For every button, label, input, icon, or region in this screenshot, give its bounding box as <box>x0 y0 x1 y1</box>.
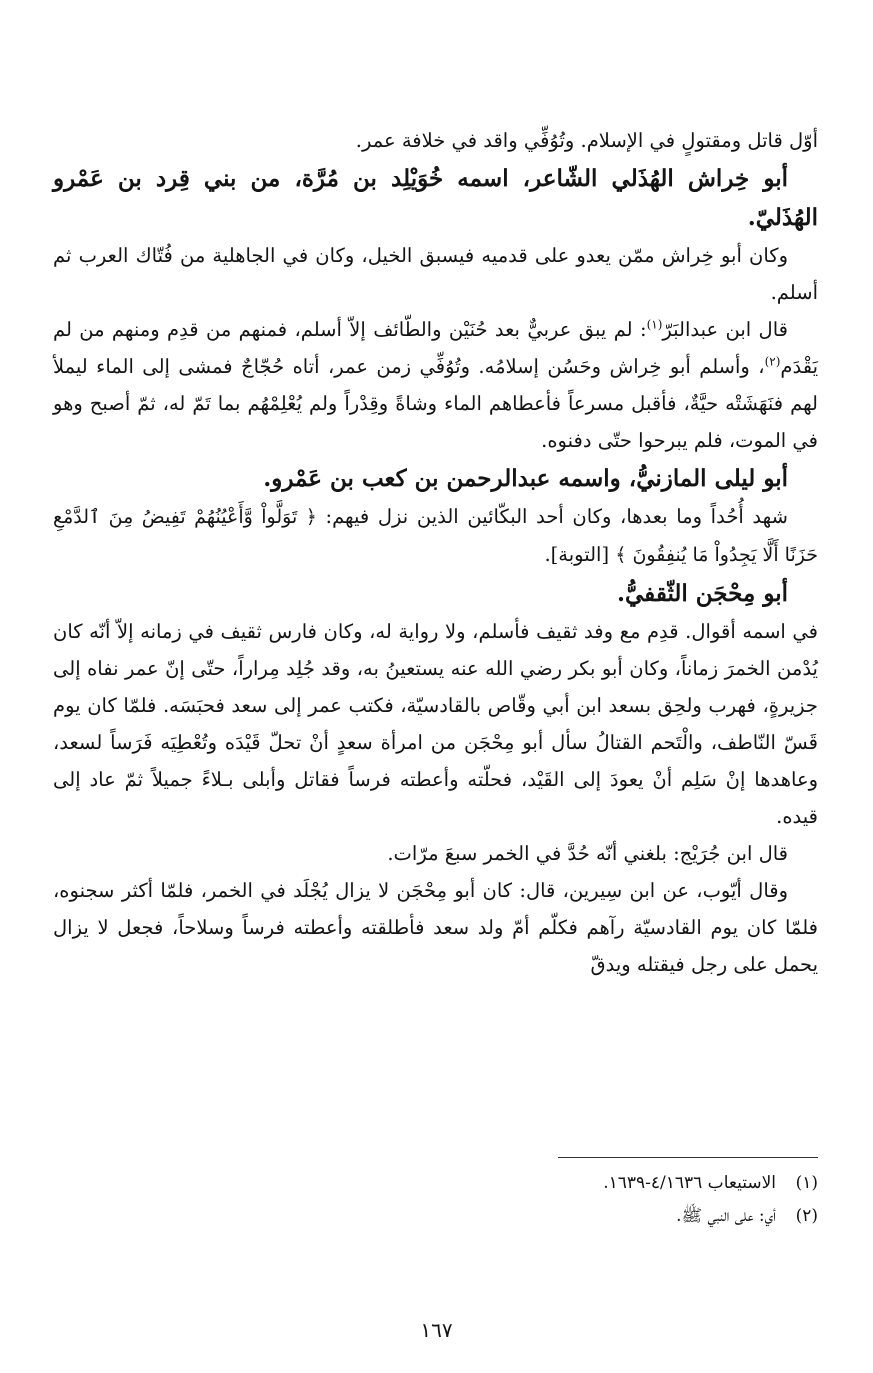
paragraph-ayyub: وقال أيّوب، عن ابن سِيرين، قال: كان أبو مِحْجَن لا يزال يُجْلَد في الخمر، فلمّا أكثر سجنوه، فلمّا كان يوم القادسيّة رآهم فكلّم أمّ ولد سعد فأطلقته وأعطته فرساً وسلاحاً، فجعل لا يزال يحمل على رجل فيقتله ويدقّ <box>53 879 818 976</box>
text-part: ، وأسلم أبو خِراش وحَسُن إسلامُه. وتُوُفِّي زمن عمر، أتاه حُجّاجٌ فمشى إلى الماء ليملأ لهم فنَهَشَتْه حيَّةٌ، فأقبل مسرعاً فأعطاهم الماء وشاةً وقِدْراً ولم يُعْلِمْهُم بما تَمّ له، ثمّ أصبح وهو في الموت، فلم يبرحوا حتّى دفنوه. <box>53 355 818 452</box>
main-text <box>53 122 818 983</box>
footnote-2 <box>53 1200 818 1233</box>
text-part: شهد أُحُداً وما بعدها، وكان أحد البكّائين الذين نزل فيهم: <box>316 505 788 528</box>
paragraph-abu-khirash: وكان أبو خِراش ممّن يعدو على قدميه فيسبق الخيل، وكان في الجاهلية من فُتّاك العرب ثم أسلم. <box>53 244 818 304</box>
heading-abu-mihjan: أبو مِحْجَن الثّقفيُّ. <box>617 580 788 607</box>
footnotes <box>53 1167 818 1233</box>
footnote-divider <box>558 1157 818 1158</box>
quran-verse: ﴿ تَوَلَّواْ وَّأَعْيُنُهُمْ تَفِيضُ مِنَ ٱلدَّمْعِ حَزَنًا أَلَّا يَجِدُواْ مَا يُنفِقُونَ ﴾ <box>53 506 818 566</box>
text-part: [التوبة]. <box>544 543 616 566</box>
page-number: ١٦٧ <box>420 1318 453 1342</box>
paragraph-ibn-jurayj: قال ابن جُرَيْج: بلغني أنّه حُدَّ في الخمر سبعَ مرّات. <box>387 842 788 865</box>
heading-abu-khirash: أبو خِراش الهُذَلي الشّاعر، اسمه خُوَيْلِد بن مُرَّة، من بني قِرد بن عَمْرو الهُذَليّ. <box>53 165 818 231</box>
footnote-ref-1: (١) <box>646 317 663 332</box>
footnote-number: (١) <box>795 1173 818 1193</box>
footnote-ref-2: (٢) <box>764 354 781 369</box>
footnote-text: أي: على النبي ﷺ. <box>676 1206 776 1226</box>
text-part: قال ابن عبدالبَرّ <box>662 318 788 341</box>
paragraph-continuation: أوّل قاتل ومقتولٍ في الإسلام. وتُوُفِّي واقد في خلافة عمر. <box>355 129 818 152</box>
footnote-number: (٢) <box>795 1206 818 1226</box>
heading-abu-layla: أبو ليلى المازنيُّ، واسمه عبدالرحمن بن كعب بن عَمْرو. <box>263 465 788 492</box>
footnote-1 <box>53 1167 818 1200</box>
footnote-text: الاستيعاب ٤/١٦٣٦-١٦٣٩. <box>603 1173 776 1193</box>
paragraph-abu-layla <box>53 498 818 574</box>
paragraph-abu-mihjan: في اسمه أقوال. قدِم مع وفد ثقيف فأسلم، ولا رواية له، وكان فارس ثقيف في زمانه إلاّ أنّه كان يُدْمن الخمرَ زماناً، وكان أبو بكر رضي الله عنه يستعينُ به، وقد جُلِد مِراراً، حتّى إنّ عمر نفاه إلى جزيرةٍ، فهرب ولحِق بسعد ابن أبي وقّاص بالقادسيّة، فكتب عمر إلى سعد فحبَسَه. فلمّا كان يوم قَسّ النّاطف، والْتَحم القتالُ سأل أبو مِحْجَن من امرأة سعدٍ أنْ تحلّ قَيْدَه وتُعْطِيَه فَرَساً لسعد، وعاهدها إنْ سَلِم أنْ يعودَ إلى القَيْد، فحلّته وأعطته فرساً فقاتل وأبلى بـلاءً جميلاً ثمّ عاد إلى قيده. <box>53 620 818 828</box>
paragraph-ibn-abdulbarr <box>53 311 818 459</box>
text-part: : لم يبق عربيٌّ بعد حُنَيْن والطّائف إلاّ أسلم، فمنهم من قدِم ومنهم من لم يَقْدَم <box>53 318 818 378</box>
